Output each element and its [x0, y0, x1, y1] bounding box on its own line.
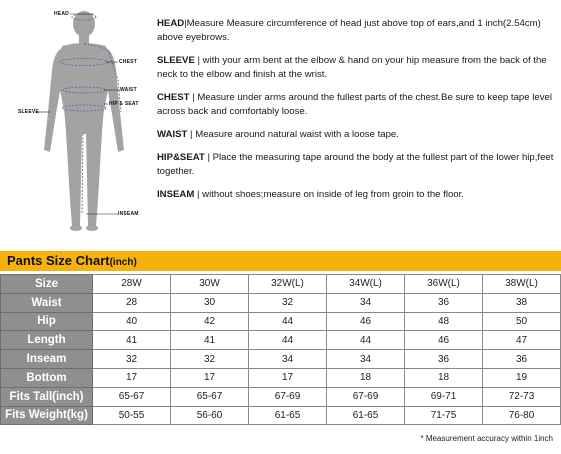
instruction-head: [157, 17, 555, 45]
hip-seat-label: HIP & SEAT: [109, 101, 139, 107]
table-cell: 36: [405, 293, 483, 312]
table-cell: 34W(L): [327, 275, 405, 294]
table-cell: 36W(L): [405, 275, 483, 294]
table-cell: 67-69: [249, 387, 327, 406]
table-cell: 61-65: [327, 406, 405, 425]
body-measurement-figure: [0, 0, 150, 240]
row-header: Bottom: [1, 368, 93, 387]
table-cell: 18: [327, 368, 405, 387]
row-header: Length: [1, 331, 93, 350]
table-row: [1, 312, 561, 331]
instruction-hip-seat: [157, 151, 555, 179]
table-cell: 72-73: [483, 387, 561, 406]
table-cell: 50-55: [93, 406, 171, 425]
table-cell: 69-71: [405, 387, 483, 406]
instruction-text: | without shoes;measure on inside of leg from groin to the floor.: [194, 189, 464, 200]
table-cell: 67-69: [327, 387, 405, 406]
table-cell: 47: [483, 331, 561, 350]
table-cell: 50: [483, 312, 561, 331]
table-row: [1, 406, 561, 425]
table-cell: 44: [249, 312, 327, 331]
instruction-term: CHEST: [157, 92, 190, 103]
human-body-illustration: [0, 0, 150, 240]
table-cell: 42: [171, 312, 249, 331]
table-cell: 28W: [93, 275, 171, 294]
table-cell: 44: [327, 331, 405, 350]
size-chart-title: [0, 251, 561, 271]
table-row: [1, 293, 561, 312]
table-cell: 32: [171, 350, 249, 369]
table-cell: 41: [93, 331, 171, 350]
table-cell: 28: [93, 293, 171, 312]
table-cell: 17: [171, 368, 249, 387]
instruction-term: HEAD: [157, 18, 185, 29]
sleeve-label: SLEEVE: [18, 109, 39, 115]
instruction-text: | with your arm bent at the elbow & hand on your hip measure from the back of the neck to the elbow and finish at the wrist.: [157, 55, 547, 80]
measurement-accuracy-note: * Measurement accuracy within 1inch: [420, 434, 553, 443]
table-cell: 32: [249, 293, 327, 312]
size-chart-title-text: Pants Size Chart: [7, 253, 110, 268]
row-header: Fits Tall(inch): [1, 387, 93, 406]
instruction-inseam: [157, 188, 555, 202]
table-cell: 18: [405, 368, 483, 387]
row-header: Inseam: [1, 350, 93, 369]
instruction-text: | Measure under arms around the fullest parts of the chest.Be sure to keep tape level across back and comfortably loose.: [157, 92, 552, 117]
instruction-term: HIP&SEAT: [157, 152, 205, 163]
waist-label: WAIST: [120, 87, 137, 93]
table-cell: 76-80: [483, 406, 561, 425]
table-row: [1, 275, 561, 294]
table-cell: 38W(L): [483, 275, 561, 294]
chest-label: CHEST: [119, 59, 137, 65]
instruction-term: SLEEVE: [157, 55, 195, 66]
table-cell: 44: [249, 331, 327, 350]
table-row: [1, 368, 561, 387]
instruction-chest: [157, 91, 555, 119]
instruction-term: WAIST: [157, 129, 188, 140]
instruction-text: |Measure Measure circumference of head just above top of ears,and 1 inch(2.54cm) above eyebrows.: [157, 18, 541, 43]
table-row: [1, 387, 561, 406]
table-row: [1, 331, 561, 350]
instruction-sleeve: [157, 54, 555, 82]
table-cell: 46: [327, 312, 405, 331]
row-header: Fits Weight(kg): [1, 406, 93, 425]
table-cell: 30W: [171, 275, 249, 294]
table-cell: 41: [171, 331, 249, 350]
table-cell: 71-75: [405, 406, 483, 425]
instruction-term: INSEAM: [157, 189, 195, 200]
instruction-text: | Measure around natural waist with a loose tape.: [187, 129, 399, 140]
table-cell: 32: [93, 350, 171, 369]
table-cell: 34: [327, 350, 405, 369]
table-cell: 46: [405, 331, 483, 350]
table-cell: 65-67: [93, 387, 171, 406]
table-cell: 38: [483, 293, 561, 312]
instruction-text: | Place the measuring tape around the body at the fullest part of the lower hip,feet together.: [157, 152, 554, 177]
row-header: Waist: [1, 293, 93, 312]
table-cell: 32W(L): [249, 275, 327, 294]
table-cell: 36: [405, 350, 483, 369]
table-cell: 34: [249, 350, 327, 369]
table-cell: 36: [483, 350, 561, 369]
size-chart-table: [0, 274, 561, 425]
table-cell: 19: [483, 368, 561, 387]
table-row: [1, 350, 561, 369]
table-cell: 48: [405, 312, 483, 331]
inseam-label: INSEAM: [118, 211, 139, 217]
instruction-waist: [157, 128, 555, 142]
table-cell: 40: [93, 312, 171, 331]
table-cell: 56-60: [171, 406, 249, 425]
row-header: Size: [1, 275, 93, 294]
row-header: Hip: [1, 312, 93, 331]
size-chart-title-unit: (inch): [109, 257, 137, 268]
head-label: HEAD: [54, 11, 69, 17]
table-cell: 17: [249, 368, 327, 387]
table-cell: 30: [171, 293, 249, 312]
table-cell: 65-67: [171, 387, 249, 406]
table-cell: 17: [93, 368, 171, 387]
table-cell: 34: [327, 293, 405, 312]
table-cell: 61-65: [249, 406, 327, 425]
measurement-instructions: [157, 17, 555, 211]
